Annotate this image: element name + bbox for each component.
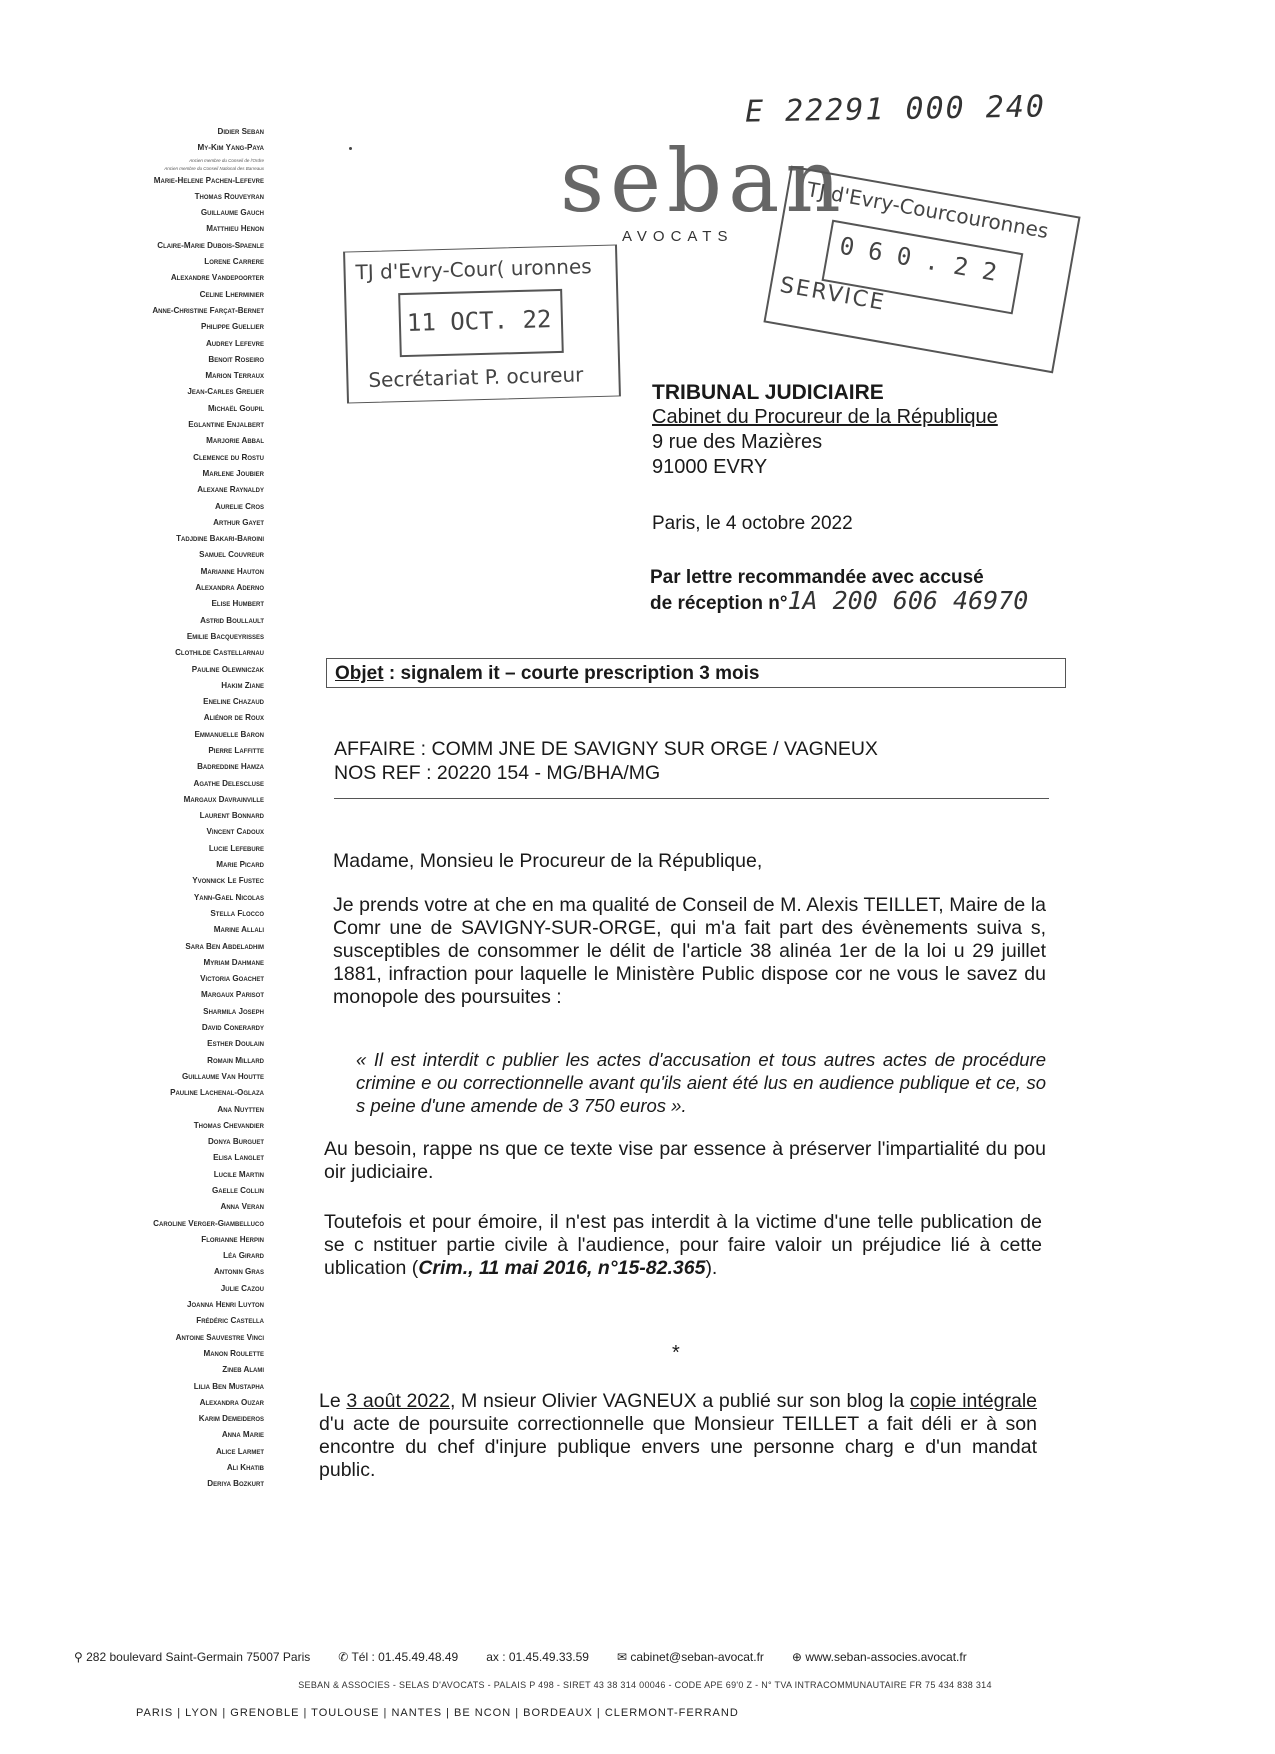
salutation: Madame, Monsieu le Procureur de la République, xyxy=(333,850,763,872)
lawyer-note: Ancien membre du Conseil National des Barreaux xyxy=(164,165,264,171)
lawyer-name: Agathe Delescluse xyxy=(193,778,264,788)
reception-stamp-service xyxy=(763,166,1080,374)
lawyer-name: Alexandre Vandepoorter xyxy=(170,273,264,283)
lawyer-name: Philippe Guellier xyxy=(201,322,264,332)
lawyer-name: Astrid Boullault xyxy=(200,615,264,625)
lawyer-name: Emilie Bacqueyrisses xyxy=(186,631,264,641)
letter-date: Paris, le 4 octobre 2022 xyxy=(652,513,853,534)
lawyer-name: Deriya Bozkurt xyxy=(207,1479,264,1489)
paragraph-victim-text: Toutefois et pour émoire, il n'est pas interdit à la victime d'une telle publication de se c nstituer partie civile à l'audience, pour faire valoir un préjudice lié à cette ublication ( xyxy=(324,1211,1042,1279)
case-reference xyxy=(334,737,878,785)
addressee-cabinet: Cabinet du Procureur de la République xyxy=(652,406,998,428)
lawyer-name: Emmanuelle Baron xyxy=(194,729,264,739)
lawyer-name: Lucile Martin xyxy=(213,1169,264,1179)
lawyer-name: Tadjdine Bakari-Baroini xyxy=(176,534,264,544)
lawyer-name: Jean-Carles Grelier xyxy=(187,387,264,397)
addressee-court: TRIBUNAL JUDICIAIRE xyxy=(652,381,884,404)
lawyer-name: Clemence du Rostu xyxy=(193,452,264,462)
lawyer-name: Anna Marie xyxy=(221,1430,264,1440)
phone-icon: ✆ xyxy=(338,1650,352,1664)
lawyer-name: Stella Flocco xyxy=(210,908,264,918)
case-our-ref: NOS REF : 20220 154 - MG/BHA/MG xyxy=(334,762,661,784)
facts-text-1: Le xyxy=(319,1390,347,1412)
subject-label: Objet xyxy=(335,663,384,684)
location-pin-icon: ⚲ xyxy=(74,1650,87,1664)
lawyer-name: Aurelie Cros xyxy=(215,501,264,511)
lawyer-name: Lorene Carrere xyxy=(204,257,264,267)
lawyer-name: Badreddine Hamza xyxy=(197,762,264,772)
lawyer-name: Guillaume Gauch xyxy=(200,208,264,218)
lawyer-name: Joanna Henri Luyton xyxy=(186,1300,264,1310)
lawyer-name: Donya Burguet xyxy=(207,1137,264,1147)
lawyer-name: Antoine Sauvestre Vinci xyxy=(175,1332,264,1342)
lawyer-name: Ali Khatib xyxy=(226,1463,264,1473)
stamp-date: 0 6 0 . 2 2 xyxy=(837,231,999,287)
lawyer-name: Léa Girard xyxy=(223,1251,264,1261)
stamp-date: 11 OCT. 22 xyxy=(406,305,552,337)
globe-icon: ⊕ xyxy=(791,1650,806,1664)
reference-divider xyxy=(334,798,1049,799)
lawyer-name: Zineb Alami xyxy=(222,1365,264,1375)
lawyer-name: Gaelle Collin xyxy=(211,1186,264,1195)
lawyer-name: Pierre Laffitte xyxy=(208,745,264,755)
lawyer-name: Michaël Goupil xyxy=(208,403,264,413)
footer-offices: PARIS | LYON | GRENOBLE | TOULOUSE | NANTES | BE NCON | BORDEAUX | CLERMONT-FERRAND xyxy=(136,1707,739,1719)
lawyer-name: Esther Doulain xyxy=(207,1039,264,1049)
lawyer-name: Aliénor de Roux xyxy=(203,713,264,723)
lawyer-name: Claire-Marie Dubois-Spaenle xyxy=(157,240,264,250)
lawyer-name: Anna Veran xyxy=(220,1202,264,1212)
lawyer-name: Caroline Verger-Giambelluco xyxy=(153,1218,264,1228)
reception-stamp-secretariat xyxy=(343,244,621,403)
lawyer-name: My-Kim Yang-Paya xyxy=(197,143,264,153)
lawyer-name: Marjorie Abbal xyxy=(206,436,264,446)
lawyer-name: Marianne Hauton xyxy=(200,566,264,576)
lawyer-name: Antonin Gras xyxy=(214,1267,264,1277)
footer-fax: ax : 01.45.49.33.59 xyxy=(486,1650,589,1664)
facts-text-2: , M nsieur Olivier VAGNEUX a publié sur son blog la xyxy=(449,1390,910,1412)
paragraph-victim xyxy=(324,1211,1042,1280)
lawyer-name: Thomas Chevandier xyxy=(193,1120,264,1130)
lawyer-name: Alexandra Ouzar xyxy=(199,1397,264,1407)
lawyer-name: Margaux Parisot xyxy=(200,990,264,1000)
lawyer-name: Alexane Raynaldy xyxy=(197,485,264,495)
lawyer-name: Celine Lherminier xyxy=(199,289,264,299)
facts-text-3: d'u acte de poursuite correctionnelle que Monsieur TEILLET a fait déli er à son encontre du chef d'injure publique envers une personne charg e d'un mandat public. xyxy=(319,1413,1037,1481)
footer-website: ⊕ www.seban-associes.avocat.fr xyxy=(791,1650,967,1664)
lawyer-name: Lucie Lefebure xyxy=(208,843,264,853)
lawyer-name: Alexandra Aderno xyxy=(195,583,264,593)
law-quote: « Il est interdit c publier les actes d'accusation et tous autres actes de procédure crimine e ou correctionnelle avant qu'ils aient été lus en audience publique et ce, so s peine d'une amende de 3 750 euros ». xyxy=(356,1049,1046,1116)
lawyer-name: Arthur Gayet xyxy=(213,517,264,527)
lawyer-name: Ana Nuytten xyxy=(217,1104,264,1114)
paragraph-intro: Je prends votre at che en ma qualité de Conseil de M. Alexis TEILLET, Maire de la Comr une de SAVIGNY-SUR-ORGE, qui m'a fait part des évènements suiva s, susceptibles de consommer le délit de l'article 38 alinéa 1er de la loi u 29 juillet 1881, infraction pour laquelle le Ministère Public dispose cor ne vous le savez du monopole des poursuites : xyxy=(333,894,1046,1008)
facts-copy: copie intégrale xyxy=(909,1390,1038,1412)
lawyer-name: Victoria Goachet xyxy=(200,974,264,984)
lawyer-name: Samuel Couvreur xyxy=(199,550,264,560)
lawyer-name: Elise Humbert xyxy=(211,599,264,609)
subject-text: : signalem it – courte prescription 3 mois xyxy=(383,663,760,684)
footer-address: ⚲ 282 boulevard Saint-Germain 75007 Paris xyxy=(74,1650,311,1664)
case-affaire: AFFAIRE : COMM JNE DE SAVIGNY SUR ORGE / VAGNEUX xyxy=(334,738,878,760)
lawyer-name: Sara Ben Abdeladhim xyxy=(185,941,264,951)
lawyer-name: Lilia Ben Mustapha xyxy=(193,1381,264,1391)
lawyer-name: Matthieu Henon xyxy=(206,224,264,234)
lawyer-name: Thomas Rouveyran xyxy=(194,191,264,201)
lawyer-name: Clothilde Castellarnau xyxy=(175,648,264,658)
section-separator: * xyxy=(672,1342,680,1364)
logo-word: seban xyxy=(560,132,847,232)
paragraph-reminder: Au besoin, rappe ns que ce texte vise par essence à préserver l'impartialité du pou oir judiciaire. xyxy=(324,1138,1046,1183)
lawyer-name: Laurent Bonnard xyxy=(199,811,264,821)
lawyer-name: Marion Terraux xyxy=(205,371,264,381)
registered-mail-notice xyxy=(650,566,1028,615)
lawyer-name: Guillaume Van Houtte xyxy=(181,1071,264,1081)
lawyer-name: Alice Larmet xyxy=(215,1446,264,1456)
stamp-service: Secrétariat P. ocureur xyxy=(368,362,584,392)
facts-date: 3 août 2022 xyxy=(346,1390,450,1412)
paragraph-victim-end: ). xyxy=(705,1257,718,1279)
lawyer-name: Didier Seban xyxy=(217,127,264,136)
lawyer-name: Florianne Herpin xyxy=(201,1234,264,1244)
lawyer-name: Eneline Chazaud xyxy=(203,697,264,707)
registered-line-1: Par lettre recommandée avec accusé xyxy=(650,567,984,588)
lawyer-name: Sharmila Joseph xyxy=(203,1006,264,1016)
logo-subtitle: AVOCATS xyxy=(622,228,734,245)
footer-email: ✉ cabinet@seban-avocat.fr xyxy=(616,1650,764,1664)
registered-line-2 xyxy=(650,586,1029,615)
lawyer-name: Romain Millard xyxy=(207,1055,264,1065)
lawyer-name: Manon Roulette xyxy=(203,1348,264,1358)
lawyer-name: David Conerardy xyxy=(201,1023,264,1033)
lawyer-name: Julie Cazou xyxy=(220,1283,264,1293)
footer-legal: SEBAN & ASSOCIES - SELAS D'AVOCATS - PALAIS P 498 - SIRET 43 38 314 00046 - CODE APE 69'0 Z - N° TVA INTRACOMMUNAUTAIRE FR 75 434 838 314 xyxy=(298,1680,992,1690)
lawyer-name: Vincent Cadoux xyxy=(206,827,264,837)
lawyer-name: Benoit Roseiro xyxy=(208,354,264,364)
stamp-court: TJ d'Evry-Cour( uronnes xyxy=(355,254,592,285)
lawyer-name: Marlene Joubier xyxy=(202,468,264,478)
stamp-service: SERVICE xyxy=(777,272,888,316)
lawyer-name: Yvonnick Le Fustec xyxy=(192,876,264,886)
lawyer-note: Ancien membre du Conseil de l'Ordre xyxy=(189,157,264,163)
case-law-citation: Crim., 11 mai 2016, n°15-82.365 xyxy=(418,1257,706,1279)
lawyer-name: Marine Allali xyxy=(213,925,264,935)
footer-phone: ✆ Tél : 01.45.49.48.49 xyxy=(338,1650,459,1664)
lawyer-name: Hakim Ziane xyxy=(221,680,264,690)
lawyer-name: Eglantine Enjalbert xyxy=(188,420,264,430)
lawyer-name: Karim Demeideros xyxy=(198,1414,264,1424)
lawyer-name: Marie Picard xyxy=(216,860,264,870)
registered-prefix: de réception n° xyxy=(650,593,788,614)
subject-box xyxy=(326,658,1066,688)
addressee-city: 91000 EVRY xyxy=(652,456,768,478)
envelope-icon: ✉ xyxy=(616,1650,631,1664)
handwritten-file-number: E 22291 000 240 xyxy=(744,89,1047,130)
stamp-court: TJ d'Evry-Courcouronnes xyxy=(805,177,1051,244)
lawyer-name: Elisa Langlet xyxy=(213,1153,264,1163)
lawyer-name: Anne-Christine Farçat-Bernet xyxy=(152,305,264,315)
lawyer-name: Audrey Lefevre xyxy=(205,338,264,348)
lawyer-name: Frédéric Castella xyxy=(196,1316,264,1326)
lawyer-name: Pauline Lachenal-Oglaza xyxy=(170,1088,264,1098)
registered-number: 1A 200 606 46970 xyxy=(787,586,1029,615)
lawyer-name: Margaux Davrainville xyxy=(183,794,264,804)
lawyer-name: Myriam Dahmane xyxy=(203,957,264,967)
footer-contact xyxy=(74,1650,1184,1664)
lawyer-name: Marie-Helene Pachen-Lefevre xyxy=(153,175,264,185)
lawyers-list xyxy=(90,124,264,1493)
addressee-street: 9 rue des Mazières xyxy=(652,431,823,453)
addressee-block xyxy=(652,380,998,480)
lawyer-name: Pauline Olewniczak xyxy=(191,664,264,674)
lawyer-name: Yann-Gael Nicolas xyxy=(193,892,264,902)
speck xyxy=(349,147,352,150)
paragraph-facts xyxy=(319,1390,1037,1482)
